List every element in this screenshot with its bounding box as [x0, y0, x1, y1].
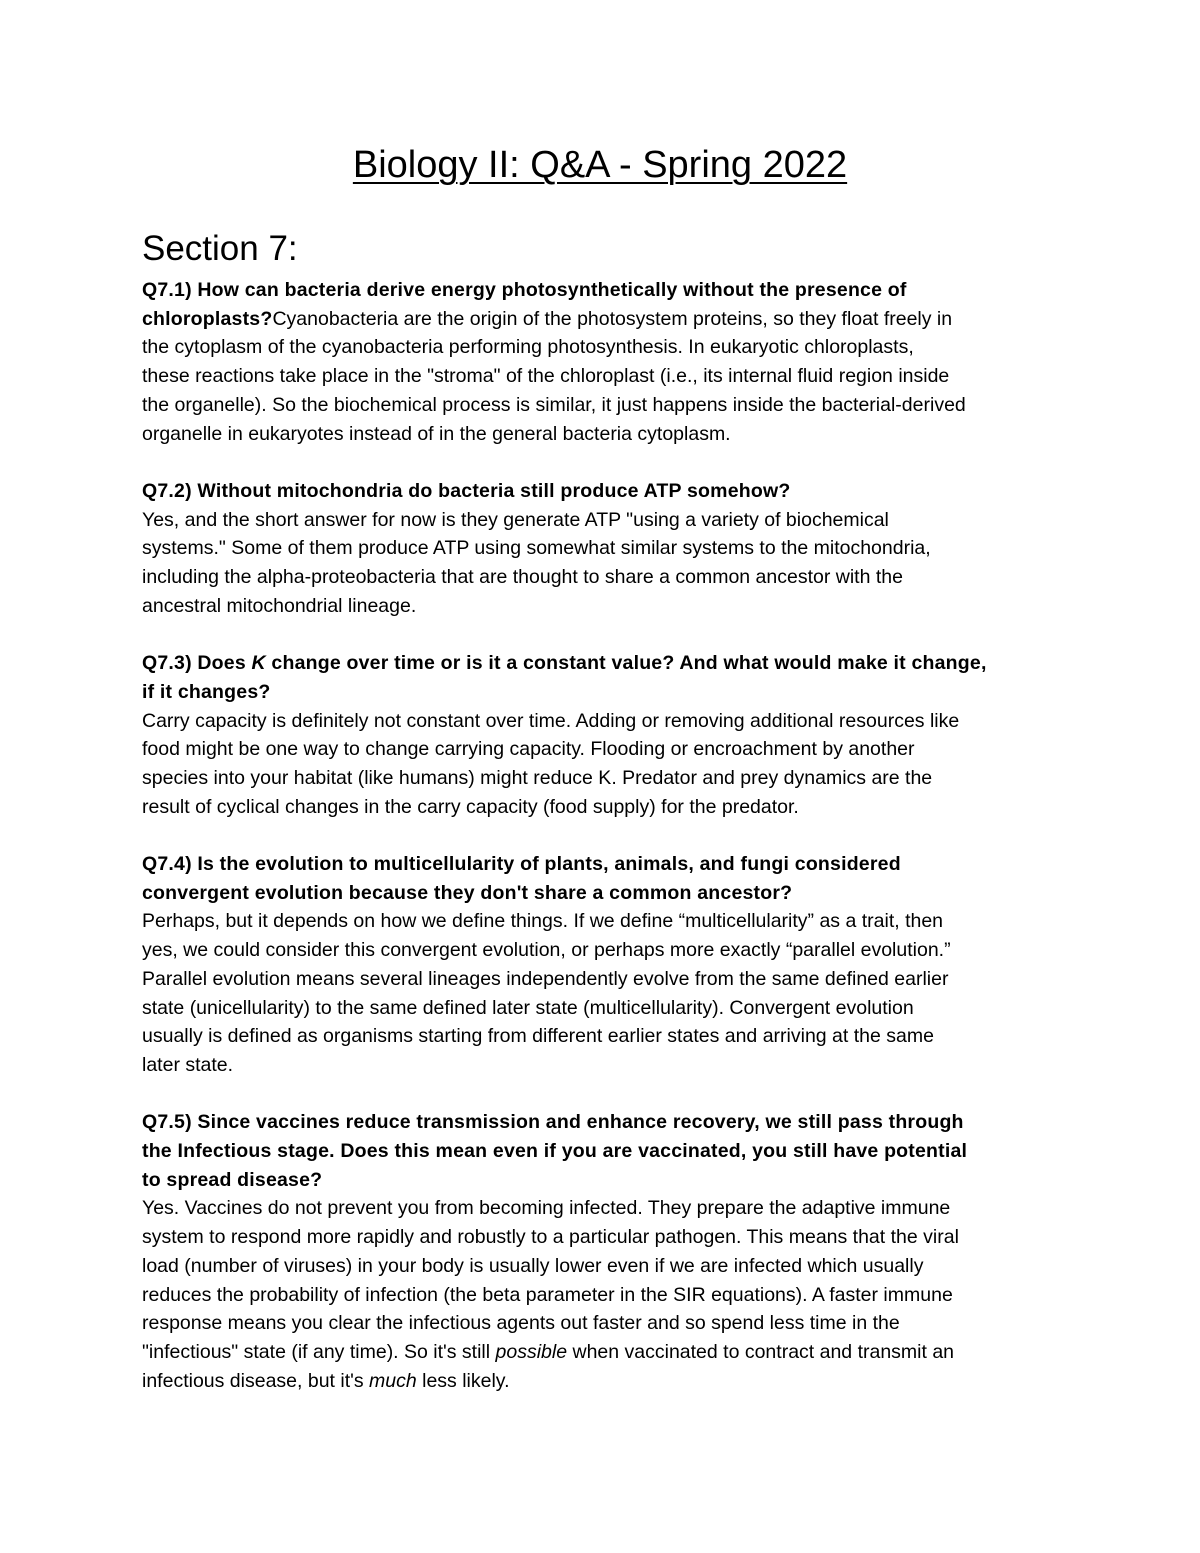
answer-line: yes, we could consider this convergent evolution, or perhaps more exactly “parallel evolution.”: [142, 939, 951, 962]
answer-line: Yes. Vaccines do not prevent you from becoming infected. They prepare the adaptive immune: [142, 1197, 951, 1220]
answer-line: food might be one way to change carrying capacity. Flooding or encroachment by another: [142, 738, 915, 761]
question-line: if it changes?: [142, 680, 271, 703]
question-line: to spread disease?: [142, 1168, 323, 1191]
question-line: Q7.1) How can bacteria derive energy photosynthetically without the presence of: [142, 279, 907, 301]
answer-line: the organelle). So the biochemical process is similar, it just happens inside the bacterial-derived: [142, 393, 966, 416]
qa-list: [142, 276, 1072, 1424]
question-line: Q7.4) Is the evolution to multicellularity of plants, animals, and fungi considered: [142, 853, 901, 876]
answer-line: Perhaps, but it depends on how we define things. If we define “multicellularity” as a trait, then: [142, 910, 944, 933]
answer-line: the cytoplasm of the cyanobacteria performing photosynthesis. In eukaryotic chloroplasts,: [142, 336, 914, 359]
answer-line: "infectious" state (if any time). So it's still possible when vaccinated to contract and transmit an: [142, 1340, 955, 1363]
question-line: Q7.3) Does K change over time or is it a constant value? And what would make it change,: [142, 652, 987, 675]
qa-item-7-5: [142, 1108, 1072, 1395]
answer-line: usually is defined as organisms starting from different earlier states and arriving at the same: [142, 1025, 934, 1048]
answer-line: Parallel evolution means several lineages independently evolve from the same defined earlier: [142, 967, 949, 990]
document-title: Biology II: Q&A - Spring 2022: [352, 144, 848, 186]
answer-line: systems." Some of them produce ATP using somewhat similar systems to the mitochondria,: [142, 537, 931, 560]
section-heading: Section 7:: [142, 229, 298, 268]
answer-line: these reactions take place in the "stroma" of the chloroplast (i.e., its internal fluid region inside: [142, 365, 950, 388]
answer-line: Carry capacity is definitely not constant over time. Adding or removing additional resources like: [142, 709, 960, 732]
answer-line: response means you clear the infectious agents out faster and so spend less time in the: [142, 1312, 900, 1335]
answer-line: Yes, and the short answer for now is they generate ATP "using a variety of biochemical: [142, 508, 889, 531]
qa-item-7-3: [142, 649, 1072, 821]
answer-line: infectious disease, but it's much less likely.: [142, 1369, 510, 1392]
answer-line: species into your habitat (like humans) might reduce K. Predator and prey dynamics are the: [142, 766, 933, 789]
question-line: Q7.5) Since vaccines reduce transmission and enhance recovery, we still pass through: [142, 1111, 964, 1134]
qa-item-7-1: [142, 276, 1072, 448]
answer-line: later state.: [142, 1053, 234, 1076]
answer-line: reduces the probability of infection (the beta parameter in the SIR equations). A faster immune: [142, 1283, 953, 1306]
answer-line: including the alpha-proteobacteria that are thought to share a common ancestor with the: [142, 566, 903, 589]
question-line: convergent evolution because they don't share a common ancestor?: [142, 881, 793, 904]
qa-item-7-2: [142, 477, 1072, 621]
answer-line: load (number of viruses) in your body is usually lower even if we are infected which usually: [142, 1254, 924, 1277]
qa-item-7-4: [142, 850, 1072, 1080]
answer-line: ancestral mitochondrial lineage.: [142, 594, 417, 617]
answer-line: result of cyclical changes in the carry capacity (food supply) for the predator.: [142, 795, 799, 818]
answer-line: organelle in eukaryotes instead of in the general bacteria cytoplasm.: [142, 422, 731, 445]
answer-line: state (unicellularity) to the same defined later state (multicellularity). Convergent evolution: [142, 996, 914, 1019]
answer-line: system to respond more rapidly and robustly to a particular pathogen. This means that the viral: [142, 1226, 959, 1249]
question-line: Q7.2) Without mitochondria do bacteria still produce ATP somehow?: [142, 479, 791, 502]
question-line: the Infectious stage. Does this mean even if you are vaccinated, you still have potential: [142, 1140, 968, 1163]
question-answer-line: chloroplasts?Cyanobacteria are the origin of the photosystem proteins, so they float freely in: [142, 307, 953, 330]
